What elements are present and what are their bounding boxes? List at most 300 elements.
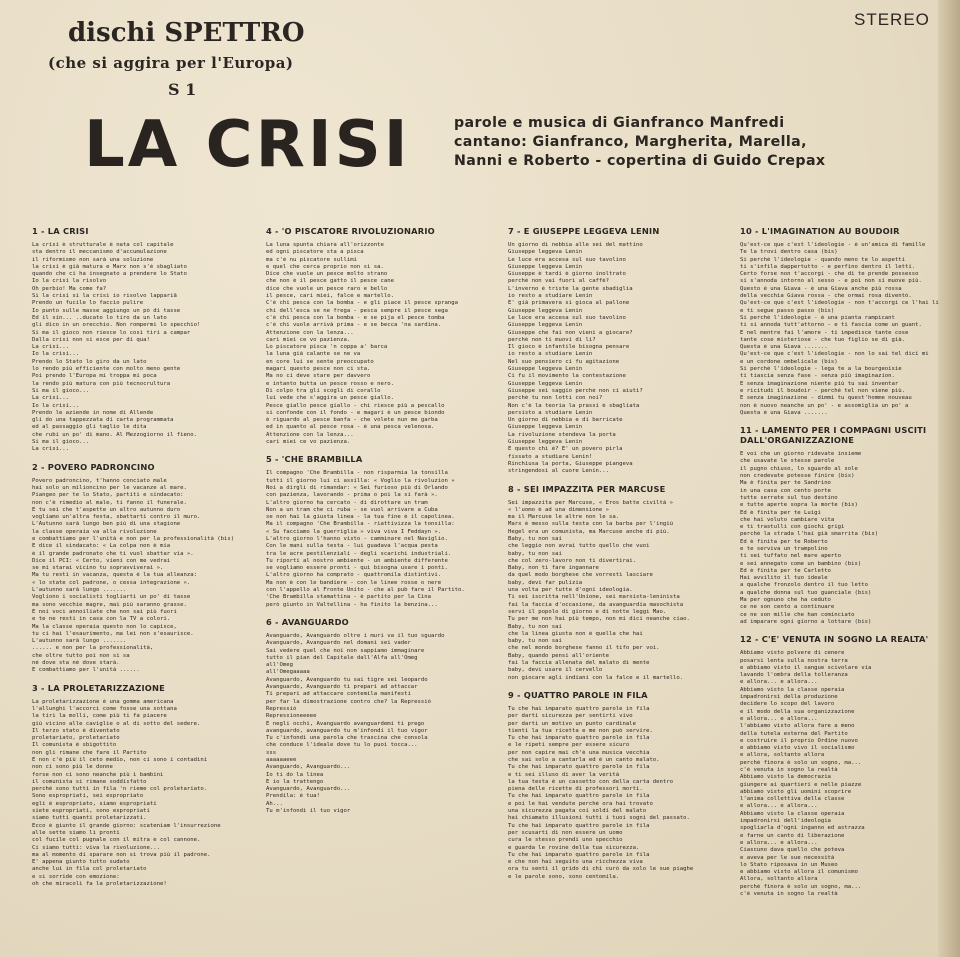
song-title: 7 - E GIUSEPPE LEGGEVA LENIN	[508, 226, 660, 236]
credits-line: Nanni e Roberto - copertina di Guido Crepax	[454, 153, 826, 169]
lyric-line: Si ma il gioco...	[32, 439, 90, 446]
lyric-line: sta dentro il meccanismo d'accumulazione	[32, 249, 167, 256]
song-lyrics	[740, 650, 952, 898]
lyric-line: e sei annegato come un bambino (bis)	[740, 560, 862, 567]
lyric-line: Prendo le aziende in nome di Allende	[32, 409, 154, 416]
song-block	[508, 690, 726, 881]
lyric-line: Avanguardo, Avanguardo nel domani sei vader	[266, 640, 411, 647]
song-block	[508, 484, 726, 682]
lyric-line: Te la trovi dentro casa (bis)	[740, 249, 838, 256]
lyric-line: Ma non è con le bandiere - con le linee rosse o nere	[266, 579, 442, 586]
lyric-line: la rendo più matura con più tecnocrultura	[32, 380, 171, 387]
lyric-line: perché non vai fuori al caffè?	[508, 278, 610, 285]
lyric-line: baby, tu non sai	[508, 638, 562, 645]
lyric-line: l'abbiamo visto allora fare a meno	[740, 723, 855, 730]
lyric-line: gli do una tappezzata di carta programmata	[32, 417, 174, 424]
album-credits	[454, 114, 934, 171]
lyric-line: Giuseppe leggeva Lenin	[508, 366, 583, 373]
lyric-line: Prendo lo Stato lo giro da un lato	[32, 358, 147, 365]
lyric-line: Si perché l'ideologie - lega te a la bourgeoisie	[740, 366, 902, 373]
lyric-line: e ti trastulli con giochi grigi	[740, 524, 845, 531]
lyric-line: ma sono vecchie magre, mai più saranno grasse.	[32, 601, 187, 608]
lyric-line: perché la strada l'hai già smarrita (bis)	[740, 531, 879, 538]
lyric-line: l'anima collettiva della classe	[740, 796, 845, 803]
label-motto: (che si aggira per l'Europa)	[48, 54, 294, 72]
lyric-line: Si perché l'ideologie - quando meno te lo aspetti	[740, 256, 906, 263]
lyric-line: ...... e non per la professionalità,	[32, 645, 154, 652]
lyric-line: alle sette siamo lì pronti	[32, 829, 120, 836]
lyric-line: della tutela esterna del Partito	[740, 730, 848, 737]
lyric-line: posarsi lenta sulla nostra terra	[740, 657, 848, 664]
lyric-line: e il modo della sua organizzazione	[740, 708, 855, 715]
song-block	[740, 425, 952, 626]
lyric-line: L'altro giorno ha cercato - di dirottare un tram	[266, 499, 428, 506]
lyric-line: è il grande padronato che ti vuol sbattar via ».	[32, 550, 194, 557]
song-title: 12 - C'E' VENUTA IN SOGNO LA REALTA'	[740, 634, 929, 645]
lyric-line: egli è espropriato, siamo espropriati	[32, 800, 157, 807]
lyric-line: e si sorride con emozione:	[32, 873, 120, 880]
lyric-line: perché non ti muovi di lì?	[508, 336, 596, 343]
lyric-line: E senza imaginazione - dimmi tu quest'homme nouveau	[740, 395, 912, 402]
lyric-line: Giuseppe leggeva Lenin	[508, 322, 583, 329]
lyric-line: c'è chi pesca con la bomba - e se pija el pesce tomba	[266, 314, 445, 321]
lyric-line: Vogliono i socialisti togliarti un po' di tasse	[32, 594, 191, 601]
lyric-line: baby, devi far pulizia	[508, 579, 583, 586]
lyric-line: il pesce, cari miei, falce e martello.	[266, 293, 394, 300]
lyric-line: non ci sono più le donne	[32, 764, 113, 771]
lyric-line: Marx è messo sulla testa con la barba per l'ingiù	[508, 521, 674, 528]
lyric-line: e intanto butta un pesce rosso e nero.	[266, 380, 394, 387]
lyric-line: Tu che hai imparato quattro parole in fila	[508, 851, 650, 858]
lyric-line: E tu sei che t'aspette un altro autunno duro	[32, 506, 181, 513]
lyric-line: non credevate potesse finire (bis)	[740, 473, 855, 480]
lyric-line: E' appena giunto tutto sudato	[32, 859, 130, 866]
lyric-line: Si la crisi si la crisi io risolvo lappariâ	[32, 293, 177, 300]
lyric-line: e allora... e allora...	[740, 715, 818, 722]
lyric-line: Sei impazzita per Marcuse, « Eros batte civiltà »	[508, 499, 674, 506]
lyric-line: della vecchia Giava rossa - che ormai rosa diventò.	[740, 293, 912, 300]
lyric-line: non gli rimane che fare il Partito	[32, 749, 147, 756]
lyric-line: e allora... e allora...	[740, 679, 818, 686]
lyric-line: Un giorno di nebbia alle sei del mattino	[508, 242, 643, 248]
lyric-line: Giuseppe leggeva Lenin	[508, 424, 583, 431]
lyric-line: Avanguardo, Avanguardo oltre i muri va il tuo sguardo	[266, 632, 445, 639]
lyric-line: per far la dimostrazione contro che? la Repressiò	[266, 698, 432, 705]
lyric-line: e farne un canto di liberazione	[740, 832, 845, 839]
song-lyrics	[32, 478, 250, 675]
lyric-line: L'autunno sarà lungo .......	[32, 638, 127, 645]
lyric-line: Questo è una Giava - è una Giava anche più rossa	[740, 285, 902, 292]
lyric-line: Allora, soltanto allora	[740, 876, 818, 883]
lyric-line: decidere lo scopo del lavoro	[740, 701, 835, 708]
lyric-line: c'è chi vuole arrivà prima - e se becca 'na sardina.	[266, 322, 442, 329]
lyric-line: tutte serrate sul tuo destino	[740, 494, 838, 501]
lyric-line: Nel suo pensiero ci fu agitazione	[508, 358, 620, 365]
lyric-line: Ti sei iscritta nell'Unione, sei marxista-leninista	[508, 594, 680, 601]
lyric-line: Certo forse non t'accorgi - che di te prende possesso	[740, 271, 919, 278]
lyric-line: la tua testa è un cassetto con della carta dentro	[508, 778, 674, 785]
lyric-line: gli dico in un orecchio. Non rompermi lo specchio!	[32, 322, 201, 329]
lyric-line: perché tu non lotti con noi?	[508, 395, 603, 402]
lyric-line: Attenzione con la lenza...	[266, 329, 354, 336]
lyric-line: a qualche donna sul tuo guanciale (bis)	[740, 589, 872, 596]
song-title: 3 - LA PROLETARIZZAZIONE	[32, 682, 166, 693]
song-block	[740, 226, 952, 417]
lyric-line: con l'appello al Fronte Unito - che al pub fare il Partito.	[266, 587, 465, 594]
lyric-line: Tu che hai imparato quattro parole in fila	[508, 705, 650, 712]
lyric-line: il pugno chiuso, lo sguardo al sole	[740, 465, 858, 472]
song-title: 11 - LAMENTO PER I COMPAGNI USCITI DALL'ORGANIZZAZIONE	[740, 425, 927, 446]
lyric-line: e poi le hai vendute perché ora hai trovato	[508, 800, 653, 807]
song-lyrics	[740, 451, 952, 626]
lyrics-column-4	[740, 226, 952, 951]
lyric-line: vogliamo un'altra festa, sbattarti contro il muro.	[32, 514, 201, 521]
lyric-line: che sai solo a cantarla ed è un canto malato.	[508, 757, 660, 763]
lyric-line: Abbiamo visto la classe operaia	[740, 686, 845, 693]
lyric-line: ti sei tuffato nel mare aperto	[740, 553, 842, 560]
lyric-line: ce ne son mille che han cominciato	[740, 611, 855, 618]
lyric-line: per scusarti di non essere un uomo	[508, 829, 623, 836]
lyric-line: se non hai la giusta linea - la tua fine è il capolinea.	[266, 514, 455, 521]
lyric-line: Prendila: è tua!	[266, 793, 320, 800]
lyric-line: Io punto sulle masse aggiungo un pò di tasse	[32, 307, 181, 314]
lyric-line: Ah...	[266, 800, 283, 807]
song-title: 5 - 'CHE BRAMBILLA	[266, 454, 363, 465]
song-lyrics	[740, 242, 952, 417]
lyric-line: Avanguardo, Avanguardo...	[266, 786, 351, 793]
side-indicator: S 1	[168, 80, 197, 99]
lyric-line: il comunista si rimane soddisfatto	[32, 778, 147, 785]
lyric-line: la crisi è già matura e Marx non s'è sbagliato	[32, 263, 187, 270]
lyric-line: Repressioneeeee	[266, 713, 317, 720]
lyric-line: c'è venuta in sogno la realtà	[740, 891, 838, 898]
lyric-line: con pazienza, lavorando - prima o poi la si farà ».	[266, 492, 438, 499]
lyric-line: la luna già calante se ne va	[266, 351, 361, 358]
lyric-line: e tutte aperte sopra la morte (bis)	[740, 502, 858, 509]
lyric-line: la classe operaia va alla rivoluzione	[32, 528, 157, 535]
lyric-line: Non a un tram che ci ruba - se vuol arrivare a Cuba	[266, 506, 438, 513]
label-name: dischi SPETTRO	[68, 18, 305, 48]
lyric-line: Di colpo tra gli scogli di corallo	[266, 387, 381, 394]
lyric-line: e un cordone ombelicale (bis)	[740, 358, 838, 365]
lyric-line: E senza imaginazione niente più tu sai inventar	[740, 380, 899, 387]
lyric-line: Avanguardo, Avanguardo...	[266, 764, 351, 771]
lyric-line: forse non ci sono neanche più i bambini	[32, 771, 164, 778]
lyric-line: e allora... e allora...	[740, 839, 818, 846]
lyric-line: Un giorno di nebbia e di barricate	[508, 417, 623, 424]
lyric-line: che nel mondo borghese fanno il tifo per voi.	[508, 645, 660, 652]
lyric-line: in una casa con cento porte	[740, 487, 831, 494]
lyric-line: Giuseppe sei saggio perché non ci aiuti?	[508, 387, 643, 394]
lyric-line: tante cose misteriose - che tuo figlio se di già.	[740, 336, 906, 343]
lyric-line: è riguardo al pesce banfa - che volete nun me garba	[266, 417, 438, 424]
lyric-line: io resto a studiare Lenin	[508, 351, 593, 358]
lyric-line: se mi starai vicino tu sopravviverai ».	[32, 565, 164, 572]
lyric-line: E nel mentre fai l'amore - ti impedisce tante cose	[740, 329, 909, 336]
lyric-line: si confonde con il fondo - e magari è un pesce biondo	[266, 409, 445, 416]
song-title: 8 - SEI IMPAZZITA PER MARCUSE	[508, 483, 666, 494]
lyric-line: e le ripeti sempre per essere sicuro	[508, 742, 630, 749]
lyric-line: E non c'è più il ceto medio, non ci sono i contadini	[32, 757, 208, 763]
lyric-line: per darti un motivo un punto cardinale	[508, 720, 636, 727]
lyric-line: Ciascuno dava quello che poteva	[740, 847, 845, 854]
lyric-line: fai la faccia allenata del malato di mente	[508, 660, 650, 667]
lyric-line: C'è chi pesca con la bomba - e gli piace il pesce spranga	[266, 300, 458, 307]
song-title: 10 - L'IMAGINATION AU BOUDOIR	[740, 226, 900, 236]
lyric-line: Ma no ci deve stare per davvero	[266, 373, 371, 380]
song-lyrics	[266, 633, 484, 815]
song-lyrics	[32, 699, 250, 889]
song-block	[32, 683, 250, 889]
lyric-line: che col zero-lavoro non ti divertirai.	[508, 557, 636, 564]
lyric-line: cari miei ce vo pazienza.	[266, 439, 351, 446]
song-block	[266, 454, 484, 609]
lyric-line: avanguardo, avanguardo tu m'infondi il tuo vigor	[266, 727, 428, 734]
lyric-line: c'è venuta in sogno la realtà	[740, 767, 838, 773]
song-title: 6 - AVANGUARDO	[266, 616, 349, 627]
lyric-line: Avanguardo, Avanguardo tu sai tigre sei leopardo	[266, 676, 428, 683]
lyric-line: e ricitudi il boudoir - perché tel non viene più.	[740, 387, 906, 394]
lyric-line: Hai avvilito il tuo ideale	[740, 575, 828, 582]
lyric-line: cari miei ce vo pazienza.	[266, 336, 351, 343]
lyric-line: Oh perbio! Ma come fa?	[32, 285, 107, 292]
lyric-line: « lo state col padrone, o cessa integrazione ».	[32, 579, 191, 586]
lyric-line: che leggio non avrai tutto quello che vuoi	[508, 543, 650, 550]
song-block	[266, 617, 484, 815]
lyric-line: Attenzione con la lenza...	[266, 431, 354, 438]
lyric-line: sss	[266, 749, 277, 756]
lyric-line: chi dell'esca se ne frega - pesca sempre il pesce sega	[266, 307, 448, 314]
lyric-line: Giuseppe leggeva Lenin	[508, 307, 583, 314]
lyric-line: La crisi...	[32, 395, 70, 402]
song-lyrics	[508, 500, 726, 682]
lyric-line: E combattiamo per l'unità ......	[32, 667, 140, 674]
lyric-line: e che non hai seguito una ricchezza viva	[508, 859, 643, 866]
lyric-line: ma c'è nu piscatore sullimi	[266, 256, 357, 263]
lyric-line: quando che ci ha insegnato a prendere lo Stato	[32, 271, 187, 278]
lyric-line: lo rendo più efficiente con molto meno gente	[32, 366, 181, 373]
lyric-line: Abbiamo visto la classe operaia	[740, 810, 845, 817]
lyric-line: magari questo pesce non ci sta.	[266, 366, 371, 373]
lyric-line: perché finora è solo un sogno, ma...	[740, 883, 862, 890]
lyric-line: « Su facciamo la guerriglia » viva viva I Feddayn ».	[266, 528, 442, 535]
lyric-line: Il compagno 'Che Brambilla - non risparmia la tonsilla	[266, 470, 448, 477]
lyric-line: all'Omegaaaaa	[266, 669, 310, 676]
lyric-line: Ma è finita per te Sandrino	[740, 480, 831, 487]
lyric-line: se vogliamo essere pronti - qui bisogna usare i ponti.	[266, 565, 448, 572]
lyric-line: Giuseppe leggeva Lenin	[508, 439, 583, 446]
lyric-line: l'allunghi l'accorci come fosse una sottana	[32, 705, 177, 712]
lyric-line: per darti sicurezza per sentirti vivo	[508, 713, 633, 720]
lyric-line: Ma il compagno 'Che Brambilla - riattivizza la tonsilla:	[266, 521, 455, 528]
lyric-line: col fucile col pugnale con il mitra e col cannone.	[32, 837, 201, 844]
lyric-line: fai la faccia d'occasione, da avanguardia masochista	[508, 601, 684, 608]
lyric-line: Lo piscatore pisca 'n coppa a' barca	[266, 344, 388, 351]
credits-line: parole e musica di Gianfranco Manfredi	[454, 115, 785, 131]
song-block	[740, 634, 952, 898]
lyric-line: Rinchiusa la porta, Giuseppe piangeva	[508, 460, 633, 467]
song-block	[32, 462, 250, 675]
lyric-line: Hegel era un comunista, ma Marcuse anche di più.	[508, 528, 670, 535]
lyric-line: Baby, quando pensi all'oriente	[508, 652, 610, 659]
lyric-line: stringendosi al cuore Lenin...	[508, 468, 610, 475]
lyric-line: Ti prepari ad attaccare contemila manifesti	[266, 691, 411, 698]
lyric-line: La crisi...	[32, 344, 70, 351]
lyric-line: L'altro giorno l'hanno visto - camminare nel Naviglio.	[266, 535, 448, 542]
lyric-line: Ed è finita per te Roberto	[740, 538, 828, 545]
lyric-line: E questo chi è? E' un povero pirla	[508, 446, 623, 453]
lyric-line: Si ma il gioco...	[32, 387, 90, 394]
lyric-line: una sicurezza pagata coi soldi del malato	[508, 808, 647, 815]
lyric-line: che conduce l'ideale dove tu lo puoi tocca...	[266, 742, 418, 749]
song-title: 2 - POVERO PADRONCINO	[32, 461, 155, 472]
lyric-line: lavando l'ombra della tolleranza	[740, 672, 848, 679]
lyric-line: e quel che cerca proprio non si sa.	[266, 263, 384, 270]
lyrics-column-1	[32, 226, 250, 951]
lyric-line: a qualche fronzolo dentro il tuo letto	[740, 582, 868, 589]
lyric-line: all'Omeg	[266, 662, 293, 669]
lyric-line: Sai vedere quel che noi non sappiamo immaginare	[266, 647, 425, 654]
lyric-line: che hai voluto cambiare vita	[740, 516, 835, 523]
lyric-line: e allora... e allora...	[740, 803, 818, 810]
lyric-line: Ma tu resti in vacanza, questa è la tua alleanza:	[32, 572, 198, 579]
lyric-line: per non capire mai ch'è una musica vecchia	[508, 749, 650, 756]
lyric-line: Tu che hai imparato quattro parole in fila	[508, 793, 650, 800]
lyric-line: e ti segue passo passo (bis)	[740, 307, 835, 314]
credits-line: cantano: Gianfranco, Margherita, Marella,	[454, 134, 807, 150]
lyric-line: Giuseppe leggeva Lenin	[508, 249, 583, 256]
lyric-line: Poi prendo l'Europa mi troppa mi poca	[32, 373, 157, 380]
lyrics-column-3	[508, 226, 726, 951]
lyric-line: che non è il pesce gatto il pesce cane	[266, 278, 394, 285]
lyric-line: abbiamo visto gli uomini scoprire	[740, 788, 852, 795]
lyric-line: che oltre tutto poi non si sa	[32, 652, 130, 659]
lyric-line: baby, tu non sai	[508, 550, 562, 557]
lyric-line: hai chiamato illusioni tutti i tuoi sogni del passato.	[508, 815, 690, 822]
lyric-line: Abbiamo visto polvere di cenere	[740, 650, 845, 657]
lyric-line: baby, devi usare il cervello	[508, 667, 603, 674]
lyric-line: e le parole sono, sono centomila.	[508, 873, 620, 880]
lyric-line: Qu'est-ce que c'est l'ideologie - non lo sai tel dici mi	[740, 351, 929, 358]
lyric-line: Io ti do la linea	[266, 771, 324, 778]
lyrics-column-2	[266, 226, 484, 951]
lyric-line: tienti la tua ricetta e me non può servire.	[508, 727, 653, 734]
lyric-line: La crisi è strutturale è nata col capitale	[32, 242, 174, 248]
song-block	[508, 226, 726, 476]
lyric-line: Ecco è giunto il grande giorno: scateniam l'insurrezione	[32, 822, 221, 829]
lyric-line: aaaaaaeee	[266, 757, 297, 763]
lyric-line: Prendo un fucile lo faccio pulire	[32, 300, 144, 307]
lyric-line: Non c'è la teoria la prassi è sbagliata	[508, 402, 640, 409]
lyric-line: io resto a studiare Lenin	[508, 293, 593, 300]
lyric-line: fissato a studiare Lenin!	[508, 453, 593, 460]
lyric-line: e allora, soltanto allora	[740, 752, 825, 759]
lyric-line: Ci siamo tutti: viva la rivoluzione...	[32, 844, 160, 851]
lyric-line: Ed è finita per te Luigi	[740, 509, 821, 516]
lyric-line: perché finora è solo un sogno, ma...	[740, 759, 862, 766]
lyric-line: siete espropriati, sono espropriati	[32, 808, 150, 815]
lyric-line: giungere ai quartieri e nelle piazze	[740, 781, 862, 788]
lyric-line: Abbiamo visto la democrazia	[740, 774, 831, 781]
lyric-line: E noi voci annoiliate che non sai più fuori	[32, 608, 177, 615]
lyric-line: Giuseppe leggeva Lenin	[508, 380, 583, 387]
lyric-line: Avanguardo, Avanguardo ti prepari ad attaccar	[266, 684, 418, 691]
lyric-line: spogliarla d'ogni inganno ed astrazza	[740, 825, 865, 832]
lyric-line: L'inverno è triste la gente sbadiglia	[508, 285, 633, 292]
lyric-line: Ma la classe operaia questo non lo capisce,	[32, 623, 177, 630]
lyric-line: Povero padroncino, t'hanno conciato male	[32, 477, 167, 484]
song-block	[266, 226, 484, 446]
lyric-line: e costruire il proprio Ordine nuovo	[740, 737, 858, 744]
lyric-line: tu ci hai l'esaurimento, ma lei non s'esaurisce.	[32, 630, 194, 637]
lyric-line: La proletarizzazione è una gomma americana	[32, 698, 174, 705]
lyric-line: L'autunno sarà lungo .......	[32, 587, 127, 594]
lyric-line: e guarda le rovine della tua sicurezza.	[508, 844, 640, 851]
lyric-line: Giuseppe che fai non vieni a giocare?	[508, 329, 633, 336]
lyric-line: Si perché l'ideologie - è una pianta rampicant	[740, 314, 895, 321]
lyric-line: Tu per me non hai più tempo, non mi dici neanche ciao.	[508, 616, 690, 623]
lyric-line: Le luce era accesa sul suo tavolino	[508, 256, 626, 263]
lyric-line: tutti il giorno lui ci assilla: « Voglio la rivoluzion »	[266, 477, 455, 484]
lyric-line: Baby, tu non sai	[508, 535, 562, 542]
lyric-line: Con le mani sulla testa - lui guadava l'acqua pesta	[266, 543, 438, 550]
lyric-line: Tu riporti al nostro ambiente - un ambiente differente	[266, 557, 448, 564]
lyric-line: hai solo un milioncino per le vacanze al mare.	[32, 484, 187, 491]
lyric-line: Il terzo stato è diventato	[32, 727, 120, 734]
lyric-line: Io la crisi la risolvo	[32, 278, 107, 285]
lyric-line: Piangeo per te lo Stato, partiti e sindacato:	[32, 492, 184, 499]
song-lyrics	[266, 470, 484, 609]
lyric-line: e te ne resti in casa con la TV a colori.	[32, 616, 171, 623]
lyric-line: La luna spunta chiara all'orizzonte	[266, 242, 384, 248]
lyric-line: E' già primavera si gioca al pallone	[508, 300, 630, 307]
lyric-line: non giocare agli indiani con la falce e il martello.	[508, 674, 684, 681]
song-lyrics	[32, 242, 250, 454]
lyric-line: non c'è rimedio al male, ti fanno il funerale.	[32, 499, 187, 506]
lyric-line: e abbiamo visto il sangue scivolare via	[740, 664, 872, 671]
lyric-line: La crisi...	[32, 446, 70, 453]
lyric-line: però giunto in Valtellina - ha finito la benzina...	[266, 601, 438, 608]
lyric-line: anche lui in fila col proletariato	[32, 866, 147, 873]
lyric-line: non è nuovo neanche un po' - e assomiglia un po' a	[740, 402, 909, 409]
lyric-line: E dice il sindacato: « La colpa non è mia	[32, 543, 171, 550]
lyric-line: Le luce era accesa sul suo tavolino	[508, 314, 626, 321]
song-title: 9 - QUATTRO PAROLE IN FILA	[508, 689, 648, 700]
lyric-line: oh che miracoli fa la proletarizzazione!	[32, 881, 167, 888]
lyric-line: giù vicino alle caviglie o al di sotto del sedere.	[32, 720, 201, 727]
lyric-line: che usavate le stesse parole	[740, 458, 835, 465]
lyric-line: ed al passaggio gli taglio le dita	[32, 424, 147, 431]
lyric-line: Qu'est-ce que c'est l'ideologie - non t'accorgi ce l'hai li	[740, 300, 939, 307]
lyric-line: E voi che un giorno ridevate insieme	[740, 451, 862, 458]
lyric-line: lui vede che s'aggira un pesce giallo.	[266, 395, 394, 402]
lyric-line: Il gioco è infantile bisogna pensare	[508, 344, 630, 351]
lyric-line: 'Che Brambilla stamattina - è partito per la Cina	[266, 594, 432, 601]
lyric-line: che rubi un po' di mano. Al Mezzogiorno il fieno.	[32, 431, 198, 438]
lyric-line: Dice il PCI: « Certo, vieni con me vedrai	[32, 557, 171, 564]
lyric-line: servi il popolo di giorno e di notte leggi Mao.	[508, 608, 667, 615]
lyric-line: Dice che vuole un pesce molto strano	[266, 271, 388, 278]
lyric-line: e te serviva un trampolino	[740, 545, 828, 552]
lyric-line: E io la trattengo	[266, 778, 324, 785]
lyric-line: Io la crisi...	[32, 351, 80, 358]
lyric-line: Baby, non ti fare ingannare	[508, 565, 599, 572]
lyric-line: proletariato, proletariato	[32, 735, 120, 742]
lyric-line: ed in quanto al pesce rosa - è una pesca velenosa.	[266, 424, 435, 431]
lyric-line: dice che vuole un pesce raro e bello	[266, 285, 388, 292]
lyric-line: impadronirsi dell'ideologia	[740, 818, 831, 825]
lyric-line: il riformismo non sarà una soluzione	[32, 256, 154, 263]
